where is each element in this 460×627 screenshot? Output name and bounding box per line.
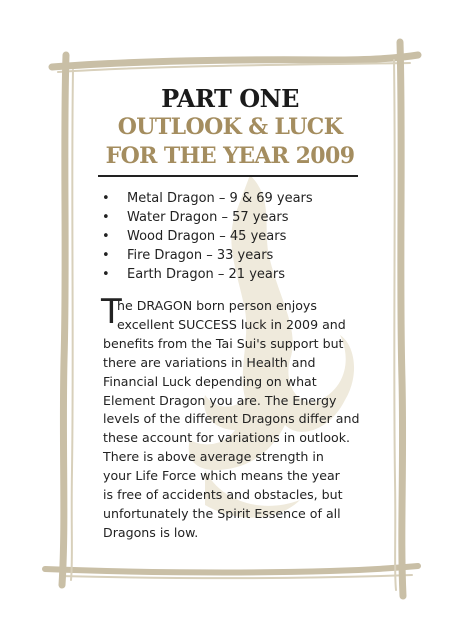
paragraph-line: benefits from the Tai Sui's support but [103, 335, 344, 351]
bullet-icon: • [102, 210, 110, 225]
paragraph-line: excellent SUCCESS luck in 2009 and [117, 316, 346, 332]
heading-divider [98, 175, 358, 177]
list-item [100, 189, 313, 208]
paragraph-line: unfortunately the Spirit Essence of all [103, 505, 341, 521]
subtitle-line-1: OUTLOOK & LUCK [117, 114, 343, 140]
page-title: PART ONE [161, 84, 299, 113]
paragraph-line: Financial Luck depending on what [103, 373, 317, 389]
list-item [100, 227, 313, 246]
body-paragraph [101, 292, 383, 543]
paragraph-line: there are variations in Health and [103, 354, 316, 370]
subtitle-line-2: FOR THE YEAR 2009 [105, 143, 355, 169]
list-item-text: Water Dragon – 57 years [127, 210, 289, 225]
list-item-text: Wood Dragon – 45 years [127, 229, 287, 244]
paragraph-line: is free of accidents and obstacles, but [103, 487, 343, 503]
dragon-years-list [100, 189, 313, 284]
list-item [100, 208, 313, 227]
paragraph-line: these account for variations in outlook. [103, 430, 351, 446]
paragraph-line: he DRAGON born person enjoys [117, 298, 317, 313]
paragraph-line: your Life Force which means the year [103, 468, 340, 484]
list-item-text: Metal Dragon – 9 & 69 years [127, 191, 313, 206]
list-item-text: Fire Dragon – 33 years [127, 248, 274, 263]
bullet-icon: • [102, 267, 110, 282]
list-item-text: Earth Dragon – 21 years [127, 267, 285, 282]
bullet-icon: • [102, 229, 110, 244]
list-item [100, 246, 313, 265]
list-item [100, 265, 313, 284]
paragraph-line: levels of the different Dragons differ and [103, 411, 360, 427]
paragraph-line: Element Dragon you are. The Energy [103, 392, 337, 408]
paragraph-line: There is above average strength in [103, 449, 324, 465]
bullet-icon: • [102, 191, 110, 206]
bullet-icon: • [102, 248, 110, 263]
paragraph-line: Dragons is low. [103, 524, 199, 540]
drop-cap: T [101, 292, 122, 332]
